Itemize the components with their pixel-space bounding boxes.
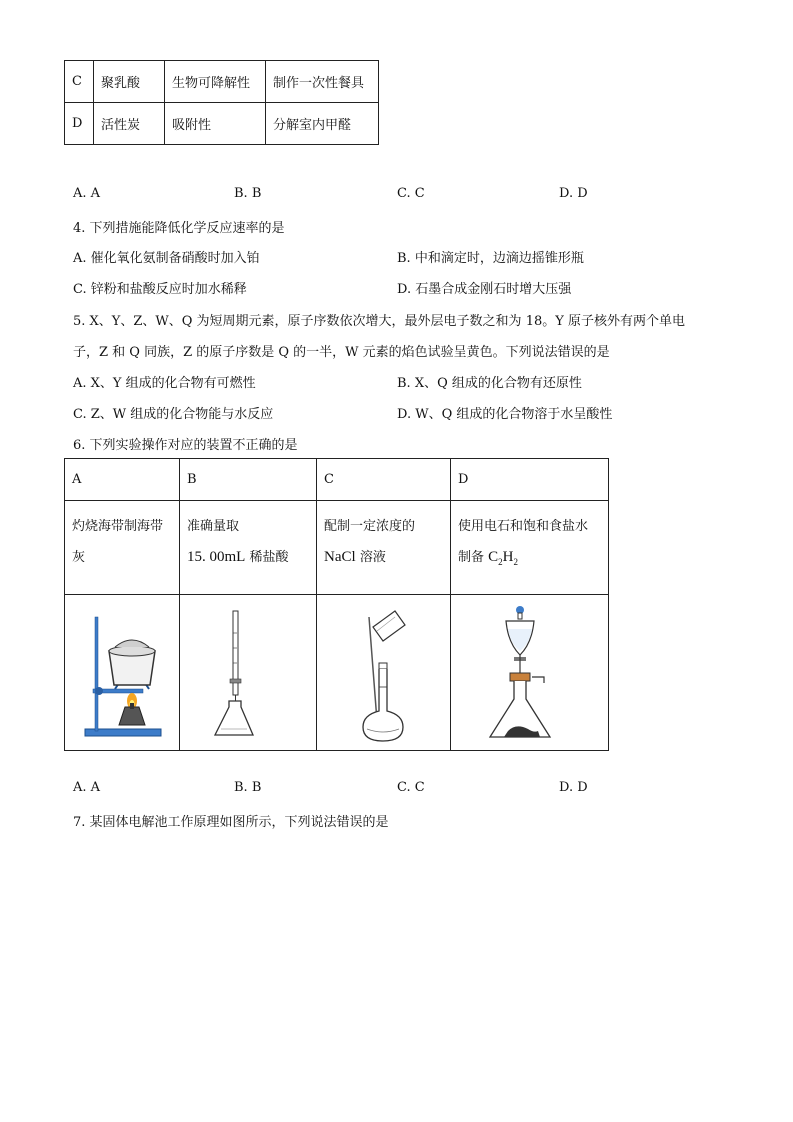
apparatus-image-b <box>180 595 317 751</box>
question4-option-b[interactable]: B. 中和滴定时，边滴边摇锥形瓶 <box>397 251 584 266</box>
acetylene-generator-icon <box>480 603 580 743</box>
column-header-c: C <box>317 459 451 501</box>
question6-apparatus-table <box>64 458 609 751</box>
column-header-d: D <box>451 459 609 501</box>
table-row <box>65 501 609 595</box>
question6-stem: 6. 下列实验操作对应的装置不正确的是 <box>73 438 298 453</box>
answer-choice-a[interactable]: A. A <box>73 780 101 795</box>
answer-choice-a[interactable]: A. A <box>73 186 101 201</box>
apparatus-image-c <box>317 595 451 751</box>
apparatus-image-d <box>451 595 609 751</box>
question5-option-d[interactable]: D. W、Q 组成的化合物溶于水呈酸性 <box>397 407 613 422</box>
answer-choice-c[interactable]: C. C <box>397 780 425 795</box>
question5-option-c[interactable]: C. Z、W 组成的化合物能与水反应 <box>73 407 274 422</box>
use-cell: 制作一次性餐具 <box>266 61 379 103</box>
answer-choice-d[interactable]: D. D <box>559 780 588 795</box>
column-header-a: A <box>65 459 180 501</box>
answer-choice-b[interactable]: B. B <box>234 186 262 201</box>
description-d: 使用电石和饱和食盐水 制备 $C_2H_2$ <box>451 501 609 595</box>
question5-option-a[interactable]: A. X、Y 组成的化合物有可燃性 <box>73 376 256 391</box>
material-cell: 聚乳酸 <box>94 61 165 103</box>
burette-flask-icon <box>203 603 293 743</box>
description-c: 配制一定浓度的 NaCl 溶液 <box>317 501 451 595</box>
crucible-heating-apparatus-icon <box>77 603 167 743</box>
answer-choice-c[interactable]: C. C <box>397 186 425 201</box>
chemical-formula: $C_2H_2$ <box>488 549 519 567</box>
use-cell: 分解室内甲醛 <box>266 103 379 145</box>
question4-option-d[interactable]: D. 石墨合成金刚石时增大压强 <box>397 282 572 297</box>
question4-option-c[interactable]: C. 锌粉和盐酸反应时加水稀释 <box>73 282 247 297</box>
question5-stem-line1: 5. X、Y、Z、W、Q 为短周期元素，原子序数依次增大，最外层电子数之和为 18。Y 原子核外有两个单电 <box>73 314 685 329</box>
question5-stem-line2: 子，Z 和 Q 同族，Z 的原子序数是 Q 的一半，W 元素的焰色试验呈黄色。下列说法错误的是 <box>73 345 610 360</box>
question3-options-table <box>64 60 379 145</box>
apparatus-image-a <box>65 595 180 751</box>
answer-choice-b[interactable]: B. B <box>234 780 262 795</box>
description-b: 准确量取 15. 00mL 稀盐酸 <box>180 501 317 595</box>
question7-stem: 7. 某固体电解池工作原理如图所示，下列说法错误的是 <box>73 815 389 830</box>
material-cell: 活性炭 <box>94 103 165 145</box>
description-a: 灼烧海带制海带 灰 <box>65 501 180 595</box>
question5-option-b[interactable]: B. X、Q 组成的化合物有还原性 <box>397 376 582 391</box>
property-cell: 吸附性 <box>165 103 266 145</box>
option-letter: C <box>65 61 94 103</box>
column-header-b: B <box>180 459 317 501</box>
volumetric-flask-icon <box>339 603 429 743</box>
option-letter: D <box>65 103 94 145</box>
question4-option-a[interactable]: A. 催化氧化氨制备硝酸时加入铂 <box>73 251 260 266</box>
table-row <box>65 61 379 103</box>
property-cell: 生物可降解性 <box>165 61 266 103</box>
answer-choice-d[interactable]: D. D <box>559 186 588 201</box>
question4-stem: 4. 下列措施能降低化学反应速率的是 <box>73 221 285 236</box>
table-row <box>65 103 379 145</box>
table-header-row <box>65 459 609 501</box>
table-row <box>65 595 609 751</box>
